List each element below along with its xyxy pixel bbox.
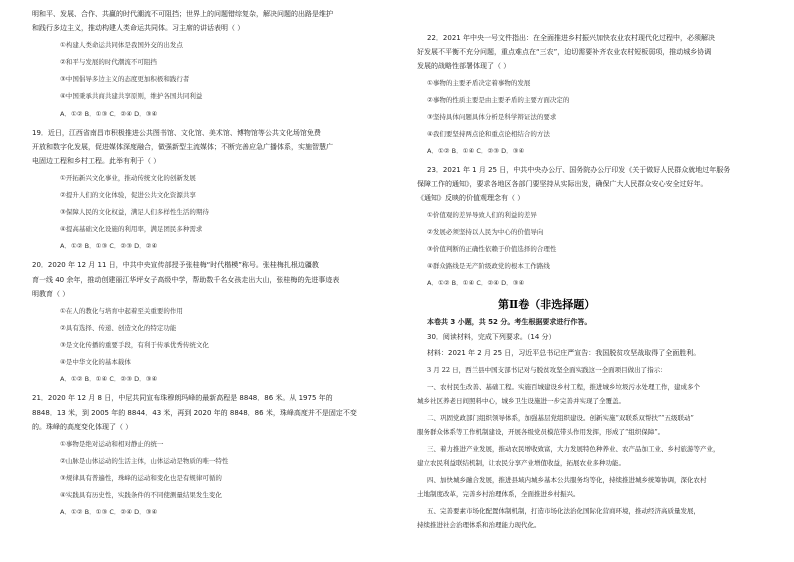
right-text-line: ①价值观的差异导致人们的利益的差异 [427,211,537,219]
left-text-line: 育一线 40 余年，推动创建丽江华坪女子高级中学，帮助数千名女孩走出大山，张桂梅的先进事迹表 [32,276,340,284]
right-text-line: 一、农村民生改善、基础工程。实施百城建设乡村工程，推进城乡垃圾污水处理工作，建成多个 [427,383,700,391]
right-text-line: 城乡社区养老日间照料中心，城乡卫生设施进一步完善并实现了全覆盖。 [417,397,625,405]
left-text-line: A．①② B．①③ C．②③ D．②④ [60,242,158,250]
left-text-line: ②山脉是山体运动的生活主体，山体运动是物质的唯一特性 [60,457,229,465]
right-text-line: 持续推进社会治理体系和治理能力现代化。 [417,521,541,529]
right-text-line: ②发展必须坚持以人民为中心的价值导向 [427,228,544,236]
left-text-line: 和践行多边主义，推动构建人类命运共同体。习主席的讲话表明（ ） [32,24,245,32]
left-text-line: A．①② B．①③ C．②④ D．③④ [60,508,158,516]
right-text-line: ④我们要坚持两点论和重点论相结合的方法 [427,130,550,138]
right-text-line: 四、加快城乡融合发展，推进县域内城乡基本公共服务均等化，持续推进城乡统筹协调，深化农村 [427,476,707,484]
left-text-line: 明和平、发展、合作、共赢的时代潮流不可阻挡；世界上的问题错综复杂，解决问题的出路是维护 [32,10,333,18]
left-text-line: ②和平与发展的时代潮流不可阻挡 [60,58,157,66]
right-text-line: 22．2021 年中央一号文件指出：在全面推进乡村振兴加快农业农村现代化过程中，必须解决 [427,34,715,42]
right-text-line: 30．阅读材料，完成下列要求。（14 分） [427,333,556,341]
right-text-line: 第Ⅱ卷（非选择题） [498,298,596,311]
right-text-line: 二、巩固党政部门组织领导体系，加强基层党组织建设。创新实施“双联系双帮扶”“五级联动” [427,414,694,422]
right-text-line: A．①② B．①④ C．②③ D．③④ [427,147,525,155]
left-text-line: ④中国秉承共商共建共享原则，维护各国共同利益 [60,92,203,100]
left-text-line: ①开拓新兴文化事业，推动传统文化的创新发展 [60,174,196,182]
left-text-line: 19．近日，江西省南昌市积极推进公共图书馆、文化馆、美术馆、博物馆等公共文化场馆免费 [32,129,321,137]
right-text-line: A．①② B．①④ C．②④ D．③④ [427,279,525,287]
left-text-line: 开放和数字化发展，促进媒体深度融合，做强新型主流媒体；不断完善应急广播体系，实施智慧广 [32,143,333,151]
right-text-line: ④群众路线是无产阶级政党的根本工作路线 [427,262,550,270]
right-text-line: 服务群众体系等工作机制建设，开展各级党员模范带头作用发挥，形成了“组织保障”。 [417,428,665,436]
left-text-line: ③规律具有普遍性，珠峰的运动和变化也是有规律可循的 [60,474,222,482]
left-text-line: ②提升人们的文化体验，促进公共文化资源共享 [60,191,196,199]
left-text-line: ④实践具有历史性，实践条件的不同使测量结果发生变化 [60,491,222,499]
right-text-line: ①事物的主要矛盾决定着事物的发展 [427,79,531,87]
right-text-line: 23．2021 年 1 月 25 日，中共中央办公厅、国务院办公厅印发《关于做好人民群众就地过年服务 [427,166,731,174]
left-text-line: ①在人的教化与培育中起着至关重要的作用 [60,307,183,315]
right-text-line: 《通知》反映的价值观理念有（ ） [417,194,525,202]
right-text-line: 3 月 22 日，西兰县中国支部书记对与脱贫攻坚全面实践这一全面项目做出了指示： [427,366,667,374]
right-text-line: 五、完善要素市场化配置体制机制，打造市场化法治化国际化营商环境，推动经济高质量发展， [427,507,700,515]
right-text-line: 土地制度改革，完善乡村治理体系，全面推进乡村振兴。 [417,490,580,498]
left-text-line: A．①② B．①④ C．②③ D．③④ [60,375,158,383]
left-text-line: 的。珠峰的高度变化体现了（ ） [32,423,133,431]
right-text-line: 建立农民利益联结机制，让农民分享产业增值收益，拓展农业多种功能。 [417,459,625,467]
right-text-line: 三、着力推进产业发展，推动农民增收致富，大力发展特色种养业、农产品加工业、乡村旅游等产业， [427,445,720,453]
right-text-line: 好发展不平衡不充分问题，重点难点在“三农”，迫切需要补齐农业农村短板弱项，推动城乡协调 [417,48,712,56]
right-text-line: ③价值判断的正确性依赖于价值选择的合理性 [427,245,557,253]
left-text-line: 8848．13 米，到 2005 年的 8844．43 米，再到 2020 年的 8848．86 米，珠峰高度并不是固定不变 [32,409,357,417]
right-text-line: 本卷共 3 小题，共 52 分。考生根据要求进行作答。 [427,318,592,326]
left-text-line: ③中国倡导多边主义的态度更加积极和践行者 [60,75,190,83]
left-text-line: ①构建人类命运共同体是我国外交的出发点 [60,41,183,49]
left-text-line: ②具有选择、传递、创造文化的特定功能 [60,324,177,332]
left-text-line: 20．2020 年 12 月 11 日，中共中央宣传部授予张桂梅“时代楷模”称号。张桂梅扎根边疆教 [32,261,319,269]
left-text-line: ①事物是绝对运动和相对静止的统一 [60,440,164,448]
right-text-line: 发展的战略性部署体现了（ ） [417,62,511,70]
left-text-line: 电固边工程和乡村工程。此举有利于（ ） [32,157,161,165]
left-text-line: ③是文化传播的重要手段，有利于传承优秀传统文化 [60,341,209,349]
left-text-line: A．①② B．①③ C．②④ D．③④ [60,110,158,118]
left-text-line: 21．2020 年 12 月 8 日，中尼共同宣布珠穆朗玛峰的最新高程是 8848．86 米。从 1975 年的 [32,394,333,402]
right-text-line: ③坚持具体问题具体分析是科学辩证法的要求 [427,113,557,121]
right-text-line: 材料：2021 年 2 月 25 日，习近平总书记庄严宣告：我国脱贫攻坚战取得了全面胜利。 [427,349,701,357]
left-text-line: ④是中华文化的基本载体 [60,358,131,366]
left-text-line: ④提高基础文化设施的利用率，满足团民多种需求 [60,225,203,233]
right-text-line: ②事物的性质主要是由主要矛盾的主要方面决定的 [427,96,570,104]
right-text-line: 保障工作的通知》，要求各地区各部门要坚持从实际出发，确保广大人民群众安心安全过好年。 [417,180,708,188]
left-text-line: ③保障人民的文化权益，满足人们多样性生活的期待 [60,208,209,216]
left-text-line: 明教育（ ） [32,290,70,298]
